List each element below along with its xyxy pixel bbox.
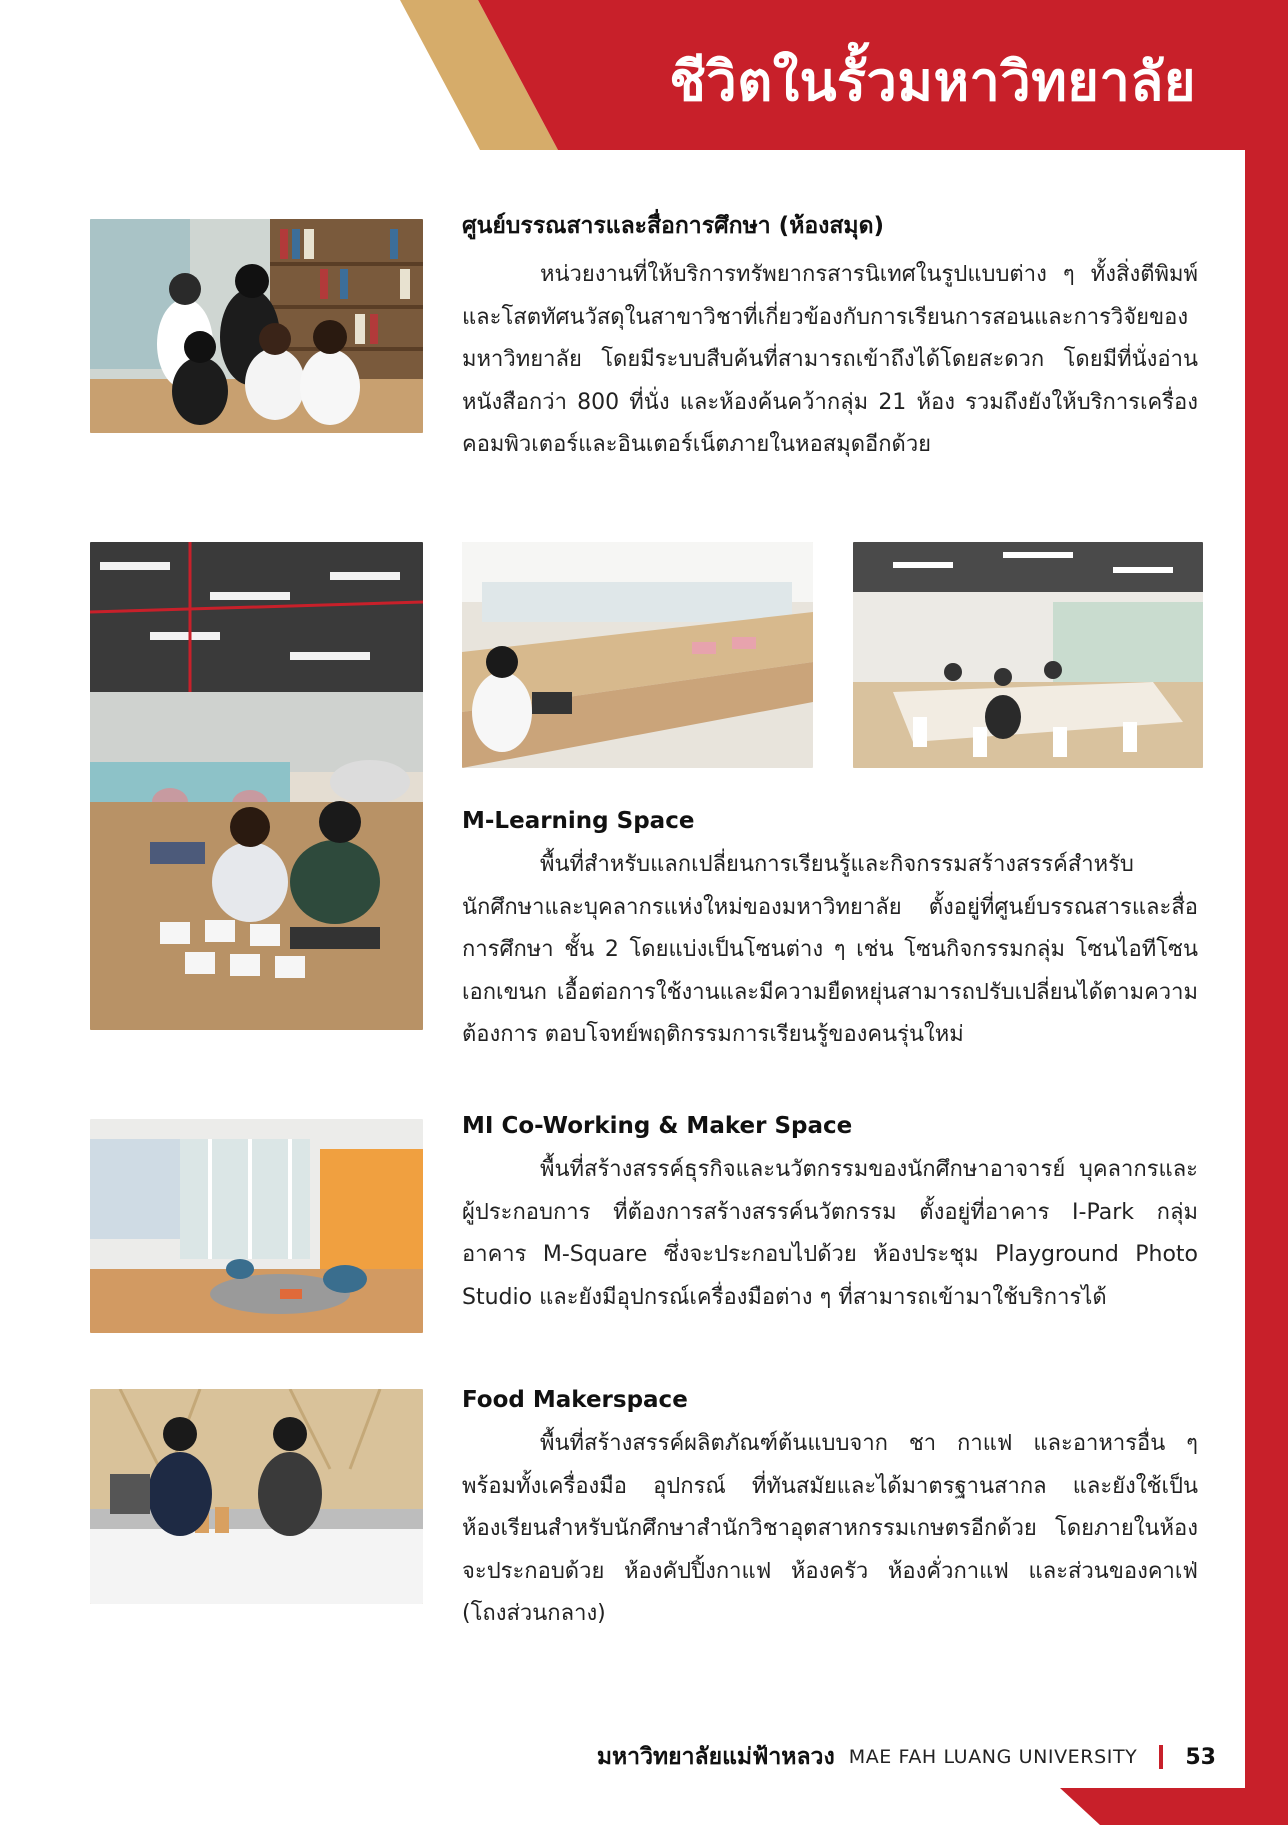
food-makerspace-photo <box>90 1389 423 1604</box>
page-number: 53 <box>1185 1744 1216 1770</box>
co-working-photo <box>90 1119 423 1333</box>
food-makerspace-section <box>462 1387 1198 1636</box>
page-footer <box>597 1740 1216 1774</box>
footer-separator <box>1159 1745 1163 1769</box>
m-learning-photo-3 <box>853 542 1203 768</box>
co-working-body: พื้นที่สร้างสรรค์ธุรกิจและนวัตกรรมของนักศึกษาอาจารย์ บุคลากรและผู้ประกอบการ ที่ต้องการสร้างสรรค์นวัตกรรม ตั้งอยู่ที่อาคาร I-Park กลุ่มอาคาร M-Square ซึ่งจะประกอบไปด้วย ห้องประชุม Playground Photo Studio และยังมีอุปกรณ์เครื่องมือต่าง ๆ ที่สามารถเข้ามาใช้บริการได้ <box>462 1157 1198 1310</box>
m-learning-photo-2 <box>462 542 813 768</box>
food-makerspace-body: พื้นที่สร้างสรรค์ผลิตภัณฑ์ต้นแบบจาก ชา กาแฟ และอาหารอื่น ๆ พร้อมทั้งเครื่องมือ อุปกรณ์ ที่ทันสมัยและได้มาตรฐานสากล และยังใช้เป็นห้องเรียนสำหรับนักศึกษาสำนักวิชาอุตสาหกรรมเกษตรอีกด้วย โดยภายในห้องจะประกอบด้วย ห้องคัปปิ้งกาแฟ ห้องครัว ห้องคั่วกาแฟ และส่วนของคาเฟ่ (โถงส่วนกลาง) <box>462 1431 1198 1626</box>
page-title: ชีวิตในรั้วมหาวิทยาลัย <box>669 50 1196 113</box>
library-heading: ศูนย์บรรณสารและสื่อการศึกษา (ห้องสมุด) <box>462 213 885 239</box>
m-learning-body: พื้นที่สำหรับแลกเปลี่ยนการเรียนรู้และกิจกรรมสร้างสรรค์สำหรับนักศึกษาและบุคลากรแห่งใหม่ของมหาวิทยาลัย ตั้งอยู่ที่ศูนย์บรรณสารและสื่อการศึกษา ชั้น 2 โดยแบ่งเป็นโซนต่าง ๆ เช่น โซนกิจกรรมกลุ่ม โซนไอทีโซนเอกเขนก เอื้อต่อการใช้งานและมีความยืดหยุ่นสามารถปรับเปลี่ยนได้ตามความต้องการ ตอบโจทย์พฤติกรรมการเรียนรู้ของคนรุ่นใหม่ <box>462 852 1198 1047</box>
bottom-corner-accent <box>1060 1788 1288 1825</box>
m-learning-heading: M-Learning Space <box>462 808 695 834</box>
m-learning-photo-main <box>90 542 423 1030</box>
m-learning-section <box>462 808 1198 1057</box>
library-photo <box>90 219 423 433</box>
co-working-section <box>462 1113 1198 1319</box>
library-body: หน่วยงานที่ให้บริการทรัพยากรสารนิเทศในรูปแบบต่าง ๆ ทั้งสิ่งตีพิมพ์และโสตทัศนวัสดุในสาขาวิชาที่เกี่ยวข้องกับการเรียนการสอนและการวิจัยของมหาวิทยาลัย โดยมีระบบสืบค้นที่สามารถเข้าถึงได้โดยสะดวก โดยมีที่นั่งอ่านหนังสือกว่า 800 ที่นั่ง และห้องค้นคว้ากลุ่ม 21 ห้อง รวมถึงยังให้บริการเครื่องคอมพิวเตอร์และอินเตอร์เน็ตภายในหอสมุดอีกด้วย <box>462 262 1198 457</box>
right-border-bar <box>1245 0 1288 1825</box>
co-working-heading: MI Co-Working & Maker Space <box>462 1113 853 1139</box>
footer-university-en: MAE FAH LUANG UNIVERSITY <box>848 1746 1138 1768</box>
footer-university-th: มหาวิทยาลัยแม่ฟ้าหลวง <box>596 1744 835 1770</box>
food-makerspace-heading: Food Makerspace <box>462 1387 688 1413</box>
library-section <box>462 208 1198 467</box>
